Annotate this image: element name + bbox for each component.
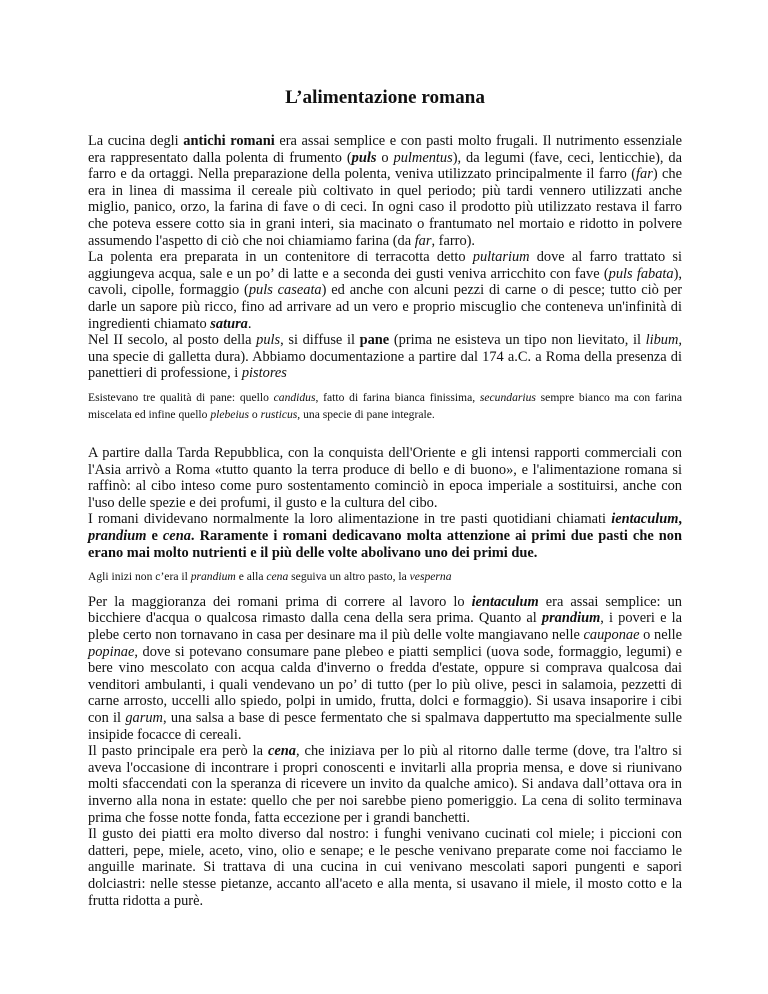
paragraph-gusto-piatti: Il gusto dei piatti era molto diverso dal nostro: i funghi venivano cucinati col miele; i piccioni con datteri, pepe, miele, aceto, vino, olio e senape; e le pesche venivano preparate come noi facciamo le anguille marinate. Si trattava di una cucina in cui venivano mescolati sapori pungenti e sapori dolciastri: nelle stesse pietanze, accanto all'aceto e alla menta, si usavano il miele, il mosto cotto e la frutta ridotta a purè. [88, 826, 682, 909]
paragraph-tarda-repubblica: A partire dalla Tarda Repubblica, con la conquista dell'Oriente e gli intensi rapporti commerciali con l'Asia arrivò a Roma «tutto quanto la terra produce di bello e di buono», e l'alimentazione romana si raffinò: al cibo inteso come puro sostentamento cominciò in epoca imperiale a sostituirsi, anche con l'uso delle spezie e dei profumi, il gusto e la cultura del cibo. [88, 445, 682, 511]
document-title: L’alimentazione romana [285, 87, 485, 108]
paragraph-cucina: La cucina degli antichi romani era assai semplice e con pasti molto frugali. Il nutrimento essenziale era rappresentato dalla polenta di frumento (puls o pulmentus), da legumi (fave, ceci, lenticchie), da farro e da ortaggi. Nella preparazione della polenta, veniva utilizzato principalmente il farro (far) che era in linea di massima il cereale più coltivato in quel periodo; più tardi vennero utilizzati anche miglio, panico, orzo, la farina di fave o di ceci. In ogni caso il prodotto più utilizzato restava il farro che poteva essere cotto sia in grani interi, sia macinato o frantumato nel mortaio e ridotto in polvere assumendo l'aspetto di ciò che noi chiamiamo farina (da far, farro). [88, 133, 683, 249]
paragraph-pane: Nel II secolo, al posto della puls, si diffuse il pane (prima ne esisteva un tipo non lievitato, il libum, una specie di galletta dura). Abbiamo documentazione a partire dal 174 a.C. a Roma della presenza di panettieri di professione, i pistores [88, 332, 682, 382]
document-page [88, 86, 682, 909]
note-qualita-pane: Esistevano tre qualità di pane: quello candidus, fatto di farina bianca finissima, secundarius sempre bianco ma con farina miscelata ed infine quello plebeius o rusticus, una specie di pane integrale. [88, 390, 682, 421]
paragraph-ientaculum-prandium: Per la maggioranza dei romani prima di correre al lavoro lo ientaculum era assai semplice: un bicchiere d'acqua o qualcosa rimasto dalla cena della sera prima. Quanto al prandium, i poveri e la plebe certo non tornavano in casa per desinare ma il più delle volte mangiavano nelle cauponae o nelle popinae, dove si potevano consumare pane plebeo e piatti semplici (uova sode, formaggio, legumi) e bere vino mescolato con acqua calda d'inverno o fredda d'estate, oppure si comprava qualcosa dai venditori ambulanti, i quali vendevano un po’ di tutto (per lo più olive, pesci in salamoia, pezzetti di carne arrosto, uccelli allo spiedo, polpi in umido, frutta, dolci e formaggio). Si usava insaporire i cibi con il garum, una salsa a base di pesce fermentato che si spalmava dappertutto ma specialmente sulle insipide focacce di cereali. [88, 593, 683, 743]
paragraph-polenta: La polenta era preparata in un contenitore di terracotta detto pultarium dove al farro trattato si aggiungeva acqua, sale e un po’ di latte e a seconda dei gusti veniva arricchito con fave (puls fabata), cavoli, cipolle, formaggio (puls caseata) ed anche con alcuni pezzi di carne o di pesce; tutto ciò per darle un sapore più ricco, fino ad arrivare ad un vero e proprio miscuglio che conteneva un'infinità di ingredienti chiamato satura. [88, 249, 683, 332]
paragraph-cena: Il pasto principale era però la cena, che iniziava per lo più al ritorno dalle terme (dove, tra l'altro si aveva l'occasione di incontrare i propri conoscenti e invitarli alla propria mensa, e dove si riunivano molti sfaccendati con la speranza di ricevere un invito da qualche amico). Si andava dall’ottava ora in inverno alla nona in estate: quello che per noi sarebbe pieno pomeriggio. La cena di solito terminava prima che fosse notte fonda, fatta eccezione per i grandi banchetti. [88, 743, 682, 826]
note-vesperna: Agli inizi non c’era il prandium e alla cena seguiva un altro pasto, la vesperna [88, 570, 452, 584]
paragraph-tre-pasti: I romani dividevano normalmente la loro alimentazione in tre pasti quotidiani chiamati ientaculum, prandium e cena. Raramente i romani dedicavano molta attenzione ai primi due pasti che non erano mai molto nutrienti e il più delle volte abolivano uno dei primi due. [88, 511, 682, 561]
